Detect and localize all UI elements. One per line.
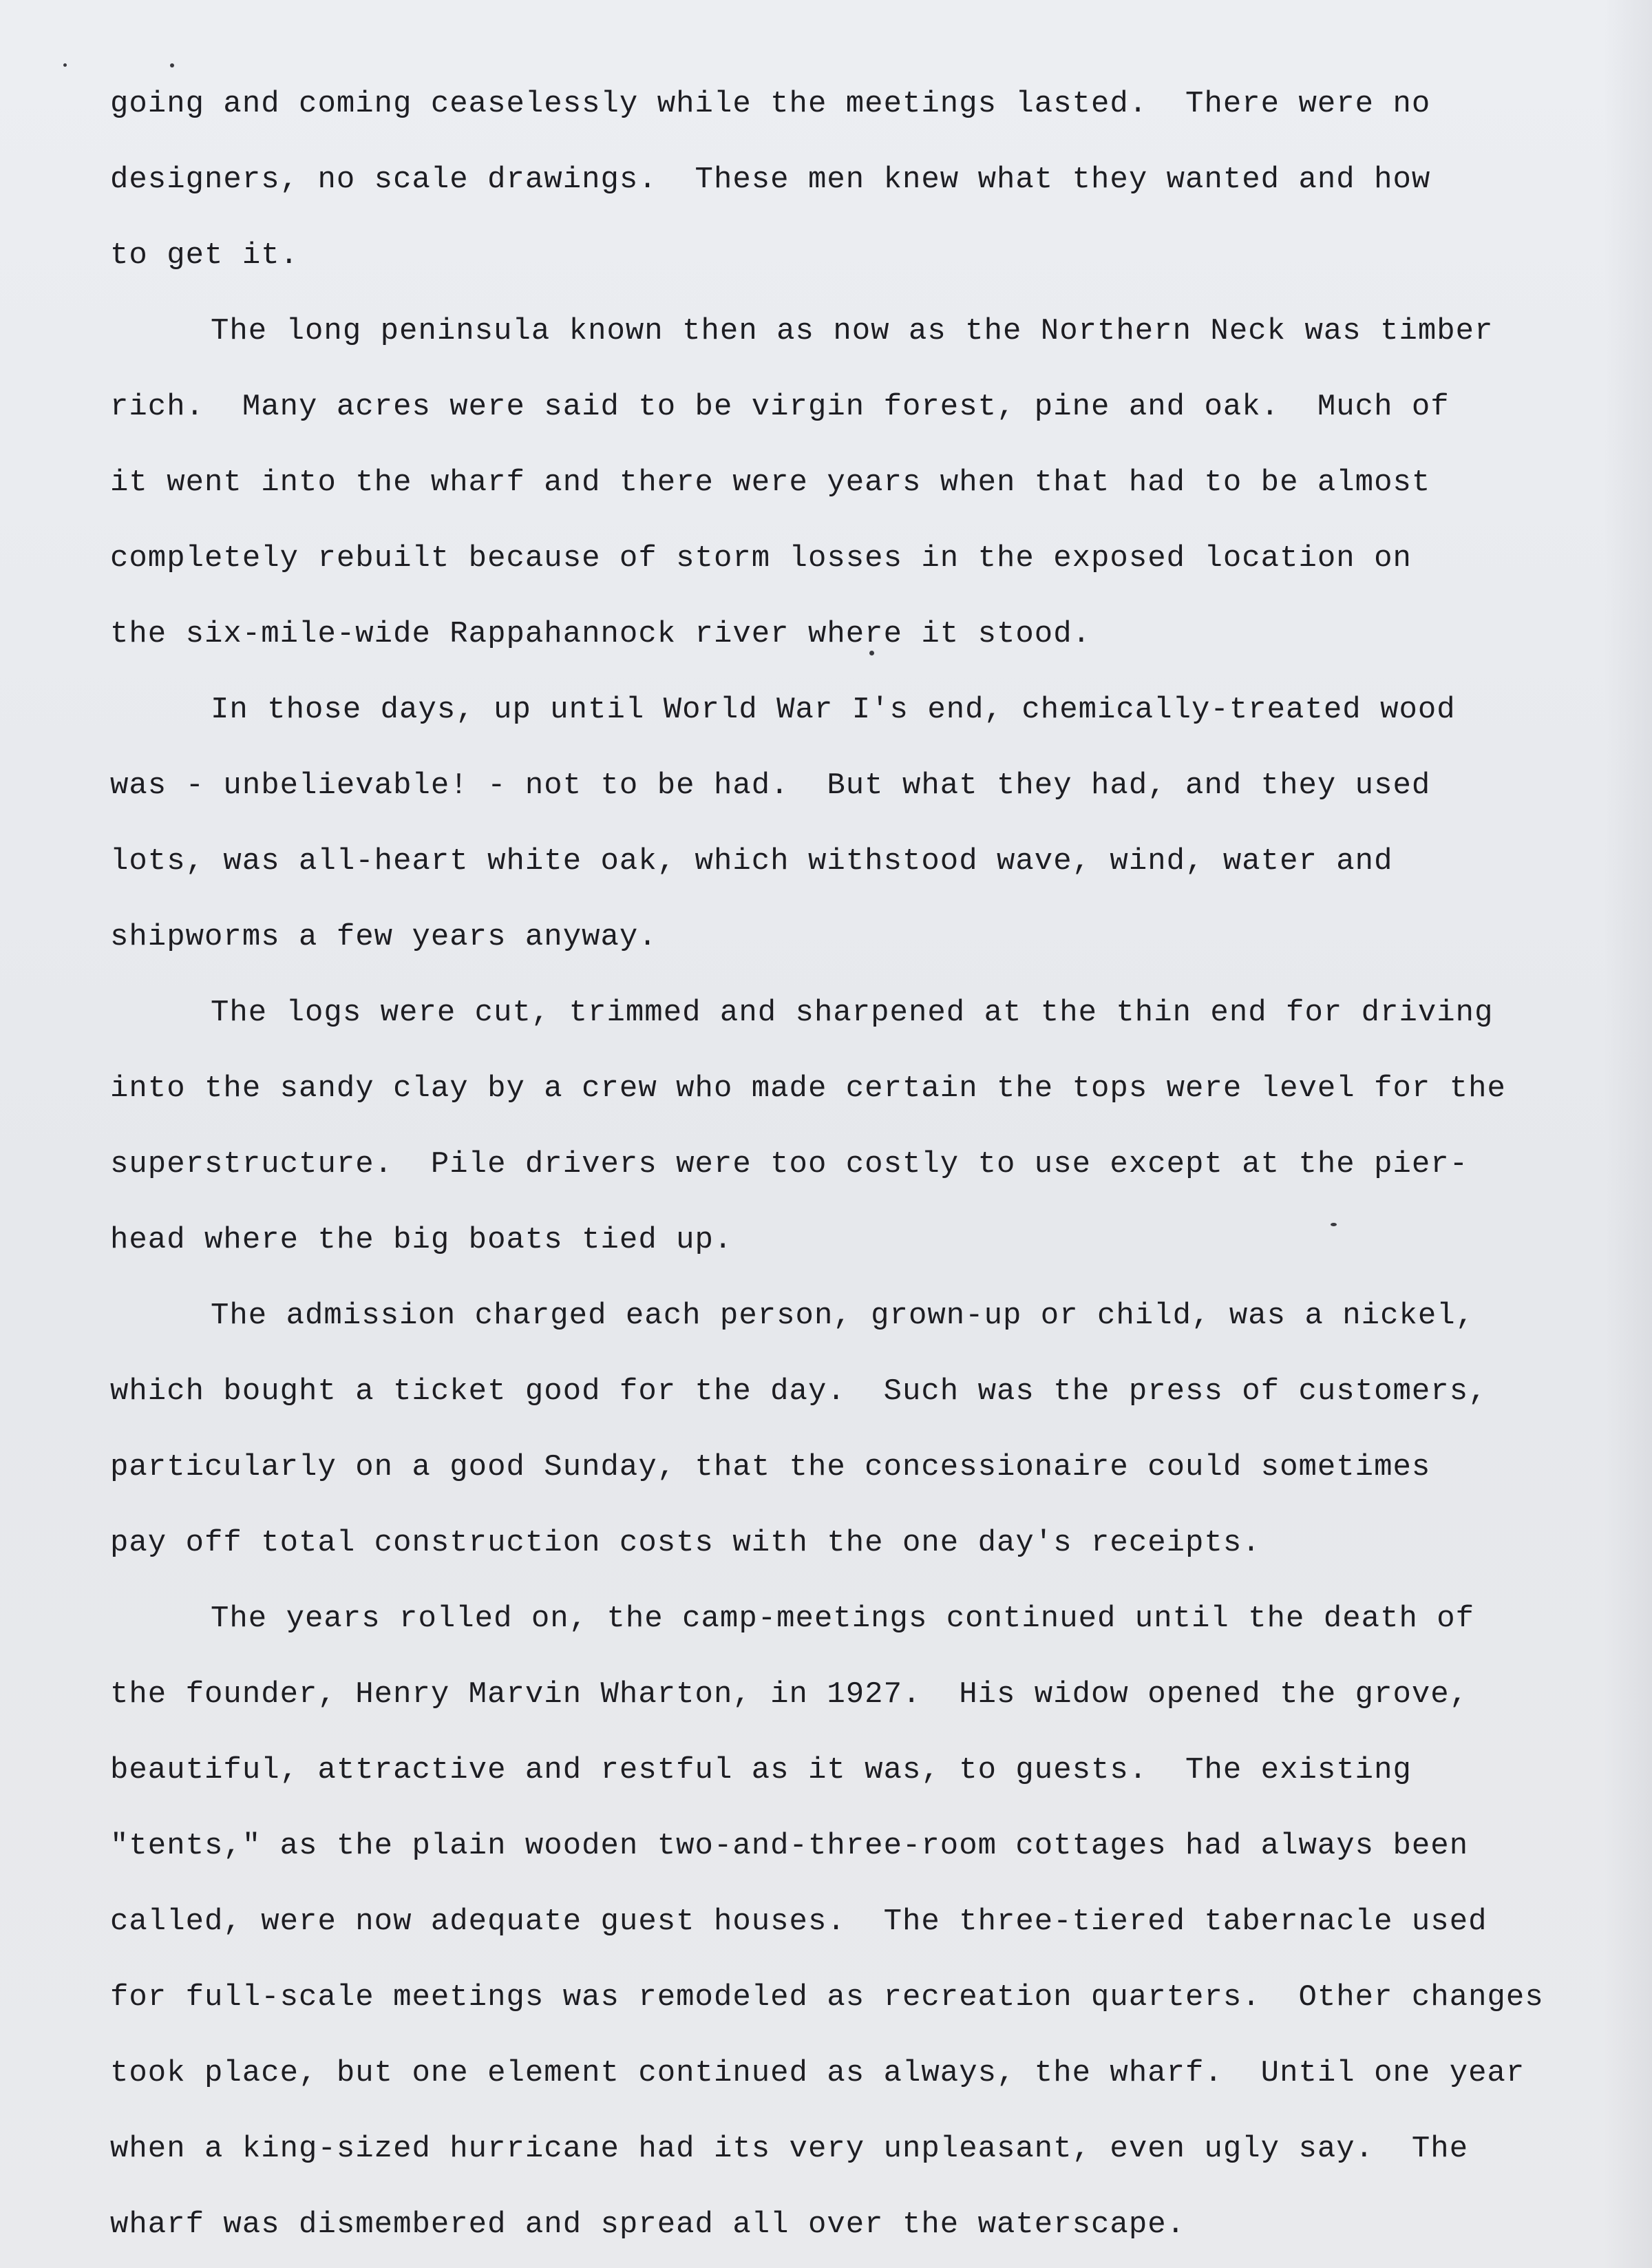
text-line: particularly on a good Sunday, that the concessionaire could sometimes [110,1450,1431,1484]
text-line: In those days, up until World War I's end, chemically-treated wood [211,693,1456,727]
paragraph [110,1581,1611,2262]
text-line: it went into the wharf and there were years when that had to be almost [110,465,1431,500]
paragraph [110,1278,1611,1581]
text-line: was - unbelievable! - not to be had. But what they had, and they used [110,768,1431,803]
text-line: designers, no scale drawings. These men knew what they wanted and how [110,162,1431,197]
text-line: called, were now adequate guest houses. The three-tiered tabernacle used [110,1904,1487,1939]
text-line: which bought a ticket good for the day. Such was the press of customers, [110,1374,1487,1409]
text-line: rich. Many acres were said to be virgin forest, pine and oak. Much of [110,390,1450,424]
text-line: when a king-sized hurricane had its very unpleasant, even ugly say. The [110,2132,1469,2166]
paper-speck [63,63,67,67]
text-line: The years rolled on, the camp-meetings continued until the death of [211,1602,1475,1636]
text-line: shipworms a few years anyway. [110,920,657,954]
text-line: took place, but one element continued as always, the wharf. Until one year [110,2056,1525,2090]
text-line: lots, was all-heart white oak, which withstood wave, wind, water and [110,844,1393,879]
text-line: pay off total construction costs with the one day's receipts. [110,1526,1261,1560]
text-line: head where the big boats tied up. [110,1223,733,1257]
paragraph [110,66,1611,293]
text-line: for full-scale meetings was remodeled as recreation quarters. Other changes [110,1980,1544,2015]
text-line: the founder, Henry Marvin Wharton, in 1927. His widow opened the grove, [110,1677,1469,1712]
text-line: superstructure. Pile drivers were too costly to use except at the pier- [110,1147,1469,1182]
text-line: going and coming ceaselessly while the meetings lasted. There were no [110,87,1431,121]
text-line: the six-mile-wide Rappahannock river where it stood. [110,617,1092,651]
text-line: wharf was dismembered and spread all over the waterscape. [110,2207,1186,2242]
text-line: The logs were cut, trimmed and sharpened at the thin end for driving [211,996,1494,1030]
text-line: into the sandy clay by a crew who made certain the tops were level for the [110,1071,1506,1106]
text-line: completely rebuilt because of storm losses in the exposed location on [110,541,1412,576]
page-edge-shadow [1604,0,1652,2268]
document-body [110,66,1611,2262]
text-line: to get it. [110,238,299,273]
text-line: "tents," as the plain wooden two-and-three-room cottages had always been [110,1829,1469,1863]
paragraph [110,672,1611,975]
text-line: The admission charged each person, grown-up or child, was a nickel, [211,1299,1475,1333]
paragraph [110,293,1611,672]
text-line: beautiful, attractive and restful as it was, to guests. The existing [110,1753,1412,1787]
text-line: The long peninsula known then as now as the Northern Neck was timber [211,314,1494,348]
paragraph [110,975,1611,1278]
